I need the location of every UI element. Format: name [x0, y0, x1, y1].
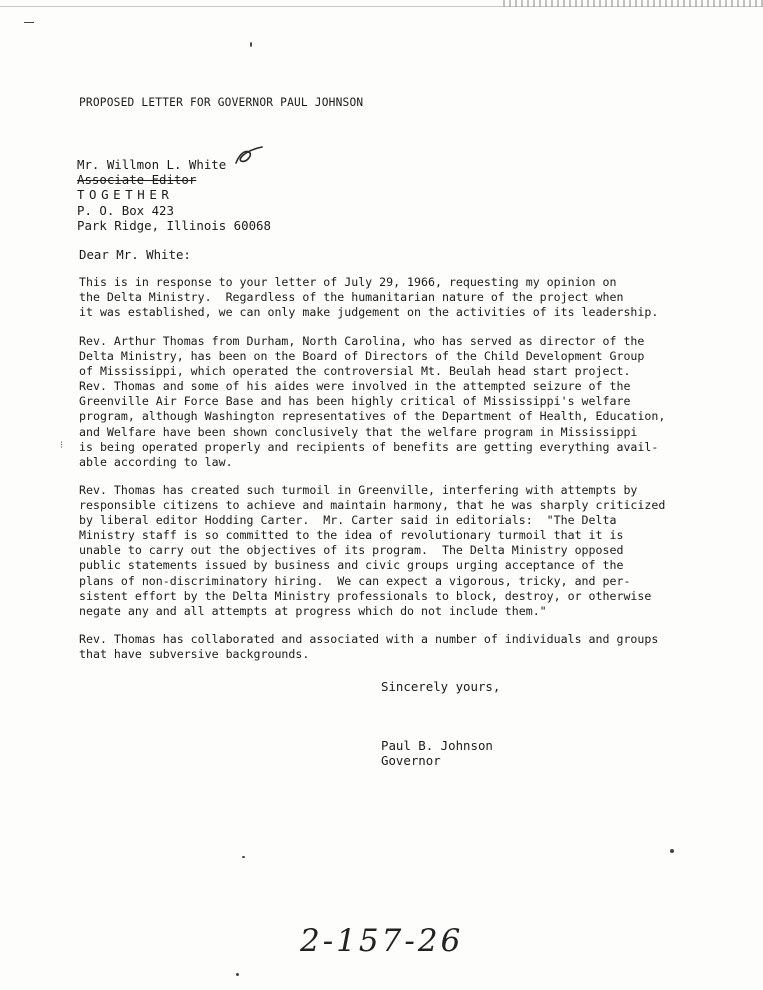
signature-name: Paul B. Johnson — [381, 738, 493, 753]
paragraph-line: it was established, we can only make judgement on the activities of its leadership. — [79, 305, 659, 320]
recipient-city: Park Ridge, Illinois 60068 — [77, 217, 271, 233]
paragraph-line: and Welfare have been shown conclusively that the welfare program in Mississippi — [79, 424, 638, 439]
recipient-publication: TOGETHER — [77, 187, 174, 203]
paragraph-2 — [79, 334, 665, 470]
paragraph-line: Greenville Air Force Base and has been highly critical of Mississippi's welfare — [79, 394, 631, 409]
recipient-title: Associate Editor — [77, 172, 197, 188]
paragraph-line: sistent effort by the Delta Ministry professionals to block, destroy, or otherwise — [79, 588, 652, 603]
paragraph-line: Rev. Thomas has collaborated and associated with a number of individuals and groups — [79, 632, 659, 646]
paragraph-line: unable to carry out the objectives of its program. The Delta Ministry opposed — [79, 543, 624, 558]
paragraph-1 — [79, 275, 658, 320]
paragraph-line: Rev. Thomas and some of his aides were involved in the attempted seizure of the — [79, 379, 631, 394]
paragraph-4 — [79, 632, 658, 662]
recipient-po-box: P. O. Box 423 — [77, 202, 174, 218]
paragraph-line: is being operated properly and recipients of benefits are getting everything avail- — [79, 439, 659, 454]
paragraph-line: that have subversive backgrounds. — [79, 647, 310, 662]
ink-speck — [250, 42, 252, 47]
paragraph-line: by liberal editor Hodding Carter. Mr. Carter said in editorials: "The Delta — [79, 513, 617, 528]
paragraph-line: public statements issued by business and civic groups urging acceptance of the — [79, 558, 624, 573]
paragraph-line: Rev. Thomas has created such turmoil in Greenville, interfering with attempts by — [79, 483, 638, 497]
paragraph-line: of Mississippi, which operated the controversial Mt. Beulah head start project. — [79, 364, 631, 379]
paragraph-line: This is in response to your letter of July 29, 1966, requesting my opinion on — [79, 275, 617, 289]
scan-edge-marks — [503, 0, 763, 7]
paragraph-line: Ministry staff is so committed to the idea of revolutionary turmoil that it is — [79, 528, 624, 543]
margin-scan-mark-icon: ⁝ — [60, 440, 64, 451]
signature-title: Governor — [381, 753, 441, 768]
recipient-name: Mr. Willmon L. White — [77, 157, 227, 172]
handwritten-document-number: 2-157-26 — [300, 923, 464, 959]
salutation: Dear Mr. White: — [79, 247, 191, 262]
paragraph-line: able according to law. — [79, 454, 233, 469]
ink-speck — [24, 22, 34, 23]
closing: Sincerely yours, — [381, 679, 501, 694]
paragraph-line: program, although Washington representatives of the Department of Health, Education, — [79, 409, 666, 424]
paragraph-3 — [79, 483, 665, 619]
ink-speck — [242, 856, 245, 858]
paragraph-line: Rev. Arthur Thomas from Durham, North Carolina, who has served as director of the — [79, 334, 645, 348]
paragraph-line: Delta Ministry, has been on the Board of Directors of the Child Development Group — [79, 349, 645, 364]
paragraph-line: the Delta Ministry. Regardless of the humanitarian nature of the project when — [79, 290, 624, 305]
handwritten-check-mark-icon — [232, 143, 266, 169]
ink-speck — [670, 849, 674, 853]
document-heading: PROPOSED LETTER FOR GOVERNOR PAUL JOHNSON — [79, 96, 364, 109]
paragraph-line: plans of non-discriminatory hiring. We can expect a vigorous, tricky, and per- — [79, 573, 631, 588]
ink-speck — [236, 973, 239, 976]
paragraph-line: negate any and all attempts at progress which do not include them." — [79, 603, 547, 618]
paragraph-line: responsible citizens to achieve and maintain harmony, that he was sharply criticized — [79, 498, 666, 513]
